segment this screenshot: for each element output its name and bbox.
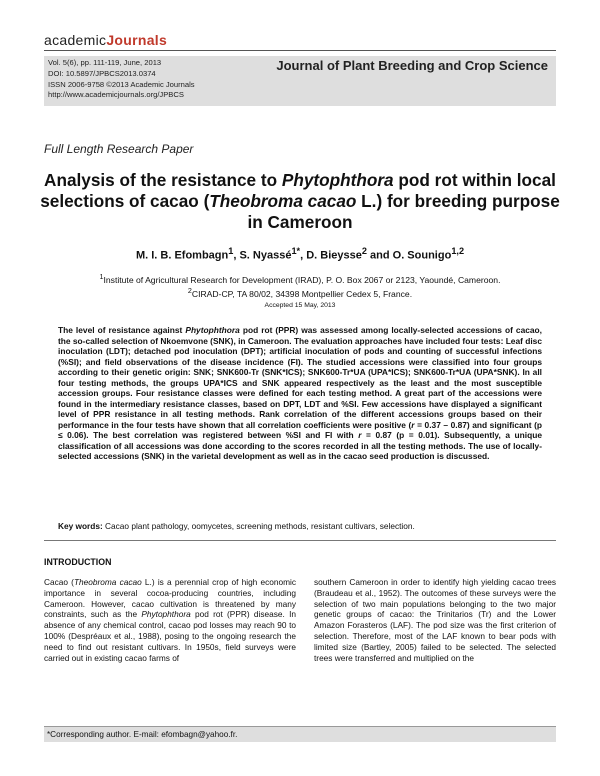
accepted-date: Accepted 15 May, 2013 <box>264 302 336 309</box>
keywords <box>58 521 542 531</box>
logo-prefix: academic <box>44 32 107 48</box>
paper-type: Full Length Research Paper <box>44 142 194 156</box>
introduction-heading: INTRODUCTION <box>44 557 112 567</box>
journal-meta-box <box>44 56 270 106</box>
issn: ISSN 2006-9758 ©2013 Academic Journals <box>48 79 195 89</box>
introduction-right-column: southern Cameroon in order to identify high yielding cacao trees (Braudeau et al., 1952). The outcomes of these surveys were the selection of two main populations belonging to the two major genetic groups of cacao: the Trinitarios (Tr) and the Lower Amazon Forasteros (LAF). The pod size was the first criterion of selection. Therefore, most of the LAF known to bear pods with limited size (Bartley, 2005) failed to be selected. The selected trees were transferred and multiplied on the <box>314 577 556 663</box>
affiliations <box>40 272 560 300</box>
header-divider <box>44 50 556 51</box>
introduction-left-column: Cacao (Theobroma cacao L.) is a perennial crop of high economic importance in several cocoa-producing countries, including Cameroon. However, cacao cultivation is threatened by many constraints, such as the Phytophthora pod rot (PPR) disease. In absence of any chemical control, cacao pod losses may reach 90 to 100% (Despréaux et al., 1988), posing to the ongoing research the need to find out resistant cultivars. In 1950s, field surveys were carried out in existing cacao farms of <box>44 577 297 663</box>
authors: M. I. B. Efombagn$^1$, S. Nyassé$^{1*}$, D. Bieysse$^2$ and O. Sounigo$^{1,2}$ <box>135 246 465 262</box>
journal-url[interactable]: http://www.academicjournals.org/JPBCS <box>48 90 184 100</box>
journal-name: Journal of Plant Breeding and Crop Science <box>270 56 556 106</box>
publisher-logo <box>44 32 167 48</box>
keywords-label: Key words: <box>58 521 103 531</box>
volume-info: Vol. 5(6), pp. 111-119, June, 2013 <box>48 58 162 67</box>
keywords-divider <box>44 540 556 541</box>
abstract: The level of resistance against Phytophthora pod rot (PPR) was assessed among locally-selected accessions of cacao, the so-called selection of Nkoemvone (SNK), in Cameroon. The evaluation approaches have included four tests: Leaf disc inoculation (LDT); detached pod inoculation (DPT); artificial inoculation of pods and counting of successful infections (%SI); and field observations of the disease incidence (FI). The studied accessions were classified into four groups according to their genetic origin: SNK; SNK600-Tr (SNK*ICS); SNK600-Tr*UA (UPA*ICS); SNK600-Tr*UA (UPA*SNK). In all four testing methods, the groups UPA*ICS and SNK appeared respectively as the least and the most susceptible accession groups. Four resistance classes were defined for each testing method. A great part of the accessions were found in the intermediary resistance classes, based on DPT, LDT and %SI. Few accessions have displayed a significant level of PPR resistance in all testing methods. Rank correlation of the different accessions groups based on their performance in the four tests have shown that all correlation coefficients were positive (r = 0.37 – 0.87) and significant (p ≤ 0.06). The best correlation was registered between %SI and FI with r = 0.87 (p = 0.01). Subsequently, a unique classification of all accessions was done according to the scores recorded in all the testing methods. The use of locally-selected accessions (SNK) in the varietal development as well as in the cacao seed production is discussed. <box>58 325 542 461</box>
affiliation-1: $^1$Institute of Agricultural Research for Development (IRAD), P. O. Box 2067 or 2123, Yaoundé, Cameroon. <box>99 273 501 285</box>
keywords-text: Cacao plant pathology, oomycetes, screening methods, resistant cultivars, selection. <box>102 521 415 531</box>
logo-accent: Journals <box>106 32 168 48</box>
affiliation-2: $^2$CIRAD-CP, TA 80/02, 34398 Montpellier Cedex 5, France. <box>187 286 413 299</box>
paper-title: Analysis of the resistance to Phytophthora pod rot within local selections of cacao (Theobroma cacao L.) for breeding purpose in Cameroon <box>40 170 560 232</box>
corresponding-author-footnote: *Corresponding author. E-mail: efombagn@yahoo.fr. <box>44 727 556 742</box>
doi: DOI: 10.5897/JPBCS2013.0374 <box>48 68 156 78</box>
